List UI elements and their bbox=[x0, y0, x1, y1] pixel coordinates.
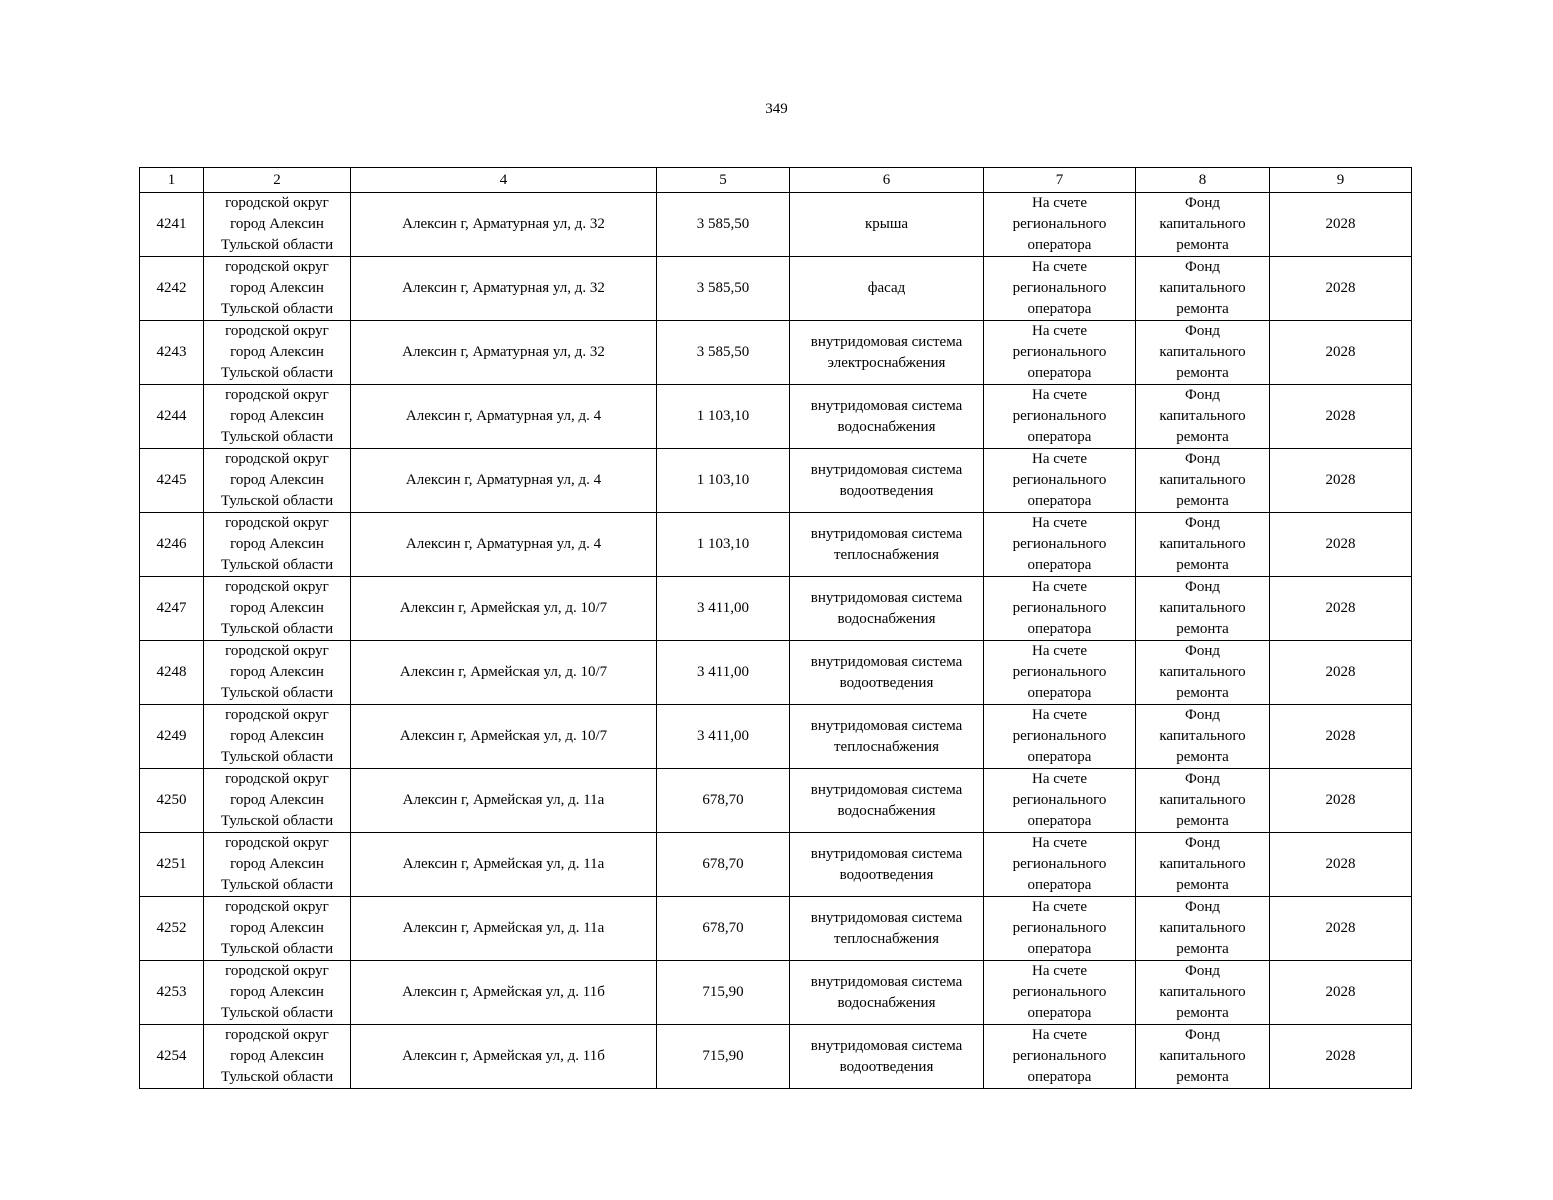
account-cell-line: оператора bbox=[1027, 877, 1092, 893]
account-cell-line: На счете bbox=[1031, 899, 1087, 915]
table-row bbox=[140, 897, 1412, 961]
municipality-cell-line: городской округ bbox=[225, 963, 329, 979]
work-type-cell-line: электроснабжения bbox=[827, 354, 946, 371]
fund-cell-line: капитального bbox=[1159, 1048, 1246, 1064]
table-row bbox=[140, 705, 1412, 769]
column-header: 5 bbox=[657, 168, 790, 193]
year-cell: 2028 bbox=[1270, 193, 1412, 257]
table-row bbox=[140, 769, 1412, 833]
municipality-cell-line: город Алексин bbox=[230, 1048, 324, 1064]
account-cell-line: оператора bbox=[1027, 1005, 1092, 1021]
year-cell: 2028 bbox=[1270, 641, 1412, 705]
table-row bbox=[140, 193, 1412, 257]
table-row bbox=[140, 833, 1412, 897]
column-header: 7 bbox=[984, 168, 1136, 193]
address-cell: Алексин г, Армейская ул, д. 10/7 bbox=[351, 641, 657, 705]
fund-cell-line: Фонд bbox=[1184, 643, 1220, 659]
year-cell: 2028 bbox=[1270, 321, 1412, 385]
account-cell bbox=[984, 257, 1136, 321]
municipality-cell-line: городской округ bbox=[225, 259, 329, 275]
area-cell: 1 103,10 bbox=[657, 385, 790, 449]
account-cell-line: На счете bbox=[1031, 835, 1087, 851]
account-cell bbox=[984, 705, 1136, 769]
row-number-cell: 4248 bbox=[140, 641, 204, 705]
municipality-cell bbox=[204, 705, 351, 769]
fund-cell-line: капитального bbox=[1159, 472, 1246, 488]
municipality-cell-line: город Алексин bbox=[230, 984, 324, 1000]
work-type-cell-line: внутридомовая система bbox=[810, 333, 963, 350]
table-row bbox=[140, 641, 1412, 705]
municipality-cell-line: город Алексин bbox=[230, 344, 324, 360]
fund-cell-line: ремонта bbox=[1176, 557, 1229, 573]
row-number-cell: 4250 bbox=[140, 769, 204, 833]
work-type-cell bbox=[790, 897, 984, 961]
row-number-cell: 4242 bbox=[140, 257, 204, 321]
account-cell bbox=[984, 321, 1136, 385]
work-type-cell bbox=[790, 705, 984, 769]
account-cell bbox=[984, 961, 1136, 1025]
address-cell: Алексин г, Армейская ул, д. 10/7 bbox=[351, 577, 657, 641]
year-cell: 2028 bbox=[1270, 1025, 1412, 1089]
fund-cell-line: ремонта bbox=[1176, 429, 1229, 445]
work-type-cell-line: водоснабжения bbox=[837, 802, 936, 819]
municipality-cell-line: Тульской области bbox=[220, 429, 334, 445]
page-number: 349 bbox=[765, 101, 788, 117]
fund-cell-line: Фонд bbox=[1184, 963, 1220, 979]
account-cell-line: На счете bbox=[1031, 387, 1087, 403]
account-cell-line: регионального bbox=[1012, 600, 1107, 616]
account-cell-line: На счете bbox=[1031, 323, 1087, 339]
municipality-cell-line: Тульской области bbox=[220, 813, 334, 829]
fund-cell-line: капитального bbox=[1159, 984, 1246, 1000]
row-number-cell: 4247 bbox=[140, 577, 204, 641]
table-body bbox=[140, 193, 1412, 1089]
municipality-cell-line: город Алексин bbox=[230, 792, 324, 808]
area-cell: 3 585,50 bbox=[657, 193, 790, 257]
work-type-cell-line: внутридомовая система bbox=[810, 1037, 963, 1054]
account-cell bbox=[984, 513, 1136, 577]
year-cell: 2028 bbox=[1270, 577, 1412, 641]
area-cell: 678,70 bbox=[657, 897, 790, 961]
municipality-cell-line: город Алексин bbox=[230, 408, 324, 424]
fund-cell bbox=[1136, 961, 1270, 1025]
year-cell: 2028 bbox=[1270, 385, 1412, 449]
work-type-cell-line: внутридомовая система bbox=[810, 397, 963, 414]
account-cell-line: регионального bbox=[1012, 344, 1107, 360]
work-type-cell-line: внутридомовая система bbox=[810, 909, 963, 926]
work-type-cell bbox=[790, 833, 984, 897]
account-cell-line: регионального bbox=[1012, 536, 1107, 552]
fund-cell-line: Фонд bbox=[1184, 451, 1220, 467]
year-cell: 2028 bbox=[1270, 449, 1412, 513]
account-cell bbox=[984, 769, 1136, 833]
municipality-cell-line: город Алексин bbox=[230, 600, 324, 616]
column-header: 6 bbox=[790, 168, 984, 193]
row-number-cell: 4251 bbox=[140, 833, 204, 897]
table-row bbox=[140, 321, 1412, 385]
fund-cell-line: ремонта bbox=[1176, 877, 1229, 893]
address-cell: Алексин г, Армейская ул, д. 11а bbox=[351, 769, 657, 833]
fund-cell-line: капитального bbox=[1159, 216, 1246, 232]
fund-cell-line: ремонта bbox=[1176, 1069, 1229, 1085]
work-type-cell-line: внутридомовая система bbox=[810, 653, 963, 670]
municipality-cell-line: городской округ bbox=[225, 579, 329, 595]
municipality-cell bbox=[204, 513, 351, 577]
account-cell-line: оператора bbox=[1027, 557, 1092, 573]
fund-cell-line: капитального bbox=[1159, 280, 1246, 296]
account-cell-line: оператора bbox=[1027, 941, 1092, 957]
account-cell-line: оператора bbox=[1027, 493, 1092, 509]
fund-cell bbox=[1136, 513, 1270, 577]
work-type-cell bbox=[790, 769, 984, 833]
fund-cell bbox=[1136, 641, 1270, 705]
municipality-cell-line: Тульской области bbox=[220, 749, 334, 765]
fund-cell-line: ремонта bbox=[1176, 941, 1229, 957]
table-row bbox=[140, 449, 1412, 513]
municipality-cell bbox=[204, 833, 351, 897]
account-cell-line: На счете bbox=[1031, 643, 1087, 659]
fund-cell bbox=[1136, 705, 1270, 769]
municipality-cell-line: городской округ bbox=[225, 323, 329, 339]
account-cell bbox=[984, 577, 1136, 641]
municipality-cell-line: Тульской области bbox=[220, 557, 334, 573]
row-number-cell: 4244 bbox=[140, 385, 204, 449]
work-type-cell bbox=[790, 385, 984, 449]
work-type-cell-line: водоснабжения bbox=[837, 994, 936, 1011]
address-cell: Алексин г, Арматурная ул, д. 32 bbox=[351, 257, 657, 321]
account-cell-line: оператора bbox=[1027, 685, 1092, 701]
work-type-cell-line: водоснабжения bbox=[837, 610, 936, 627]
account-cell-line: На счете bbox=[1031, 771, 1087, 787]
municipality-cell-line: городской округ bbox=[225, 707, 329, 723]
municipality-cell-line: городской округ bbox=[225, 1027, 329, 1043]
account-cell bbox=[984, 641, 1136, 705]
fund-cell-line: капитального bbox=[1159, 536, 1246, 552]
year-cell: 2028 bbox=[1270, 705, 1412, 769]
account-cell-line: оператора bbox=[1027, 749, 1092, 765]
municipality-cell bbox=[204, 961, 351, 1025]
address-cell: Алексин г, Арматурная ул, д. 4 bbox=[351, 385, 657, 449]
table-row bbox=[140, 385, 1412, 449]
fund-cell-line: Фонд bbox=[1184, 387, 1220, 403]
fund-cell-line: капитального bbox=[1159, 792, 1246, 808]
fund-cell-line: Фонд bbox=[1184, 259, 1220, 275]
year-cell: 2028 bbox=[1270, 769, 1412, 833]
municipality-cell bbox=[204, 577, 351, 641]
work-type-cell-line: теплоснабжения bbox=[834, 546, 939, 563]
account-cell-line: На счете bbox=[1031, 451, 1087, 467]
work-type-cell-line: внутридомовая система bbox=[810, 845, 963, 862]
fund-cell bbox=[1136, 321, 1270, 385]
work-type-cell-line: водоотведения bbox=[839, 674, 934, 691]
table-row bbox=[140, 257, 1412, 321]
account-cell-line: На счете bbox=[1031, 579, 1087, 595]
year-cell: 2028 bbox=[1270, 897, 1412, 961]
work-type-cell bbox=[790, 577, 984, 641]
area-cell: 3 411,00 bbox=[657, 577, 790, 641]
address-cell: Алексин г, Арматурная ул, д. 32 bbox=[351, 193, 657, 257]
account-cell-line: регионального bbox=[1012, 408, 1107, 424]
area-cell: 3 585,50 bbox=[657, 321, 790, 385]
fund-cell bbox=[1136, 897, 1270, 961]
fund-cell-line: ремонта bbox=[1176, 237, 1229, 253]
fund-cell bbox=[1136, 1025, 1270, 1089]
work-type-cell bbox=[790, 449, 984, 513]
account-cell bbox=[984, 385, 1136, 449]
area-cell: 3 411,00 bbox=[657, 641, 790, 705]
municipality-cell-line: городской округ bbox=[225, 195, 329, 211]
capital-repair-table bbox=[139, 167, 1412, 1089]
account-cell bbox=[984, 193, 1136, 257]
municipality-cell bbox=[204, 769, 351, 833]
header-row bbox=[140, 168, 1412, 193]
fund-cell-line: Фонд bbox=[1184, 707, 1220, 723]
municipality-cell-line: городской округ bbox=[225, 771, 329, 787]
row-number-cell: 4241 bbox=[140, 193, 204, 257]
account-cell-line: оператора bbox=[1027, 621, 1092, 637]
work-type-cell bbox=[790, 193, 984, 257]
account-cell bbox=[984, 1025, 1136, 1089]
account-cell-line: На счете bbox=[1031, 707, 1087, 723]
fund-cell-line: Фонд bbox=[1184, 899, 1220, 915]
fund-cell-line: капитального bbox=[1159, 344, 1246, 360]
work-type-cell bbox=[790, 1025, 984, 1089]
table-row bbox=[140, 1025, 1412, 1089]
municipality-cell-line: Тульской области bbox=[220, 493, 334, 509]
work-type-cell-line: водоотведения bbox=[839, 866, 934, 883]
account-cell-line: На счете bbox=[1031, 515, 1087, 531]
municipality-cell-line: городской округ bbox=[225, 835, 329, 851]
fund-cell bbox=[1136, 257, 1270, 321]
fund-cell bbox=[1136, 833, 1270, 897]
work-type-cell bbox=[790, 257, 984, 321]
fund-cell bbox=[1136, 385, 1270, 449]
fund-cell-line: Фонд bbox=[1184, 323, 1220, 339]
work-type-cell bbox=[790, 321, 984, 385]
municipality-cell-line: городской округ bbox=[225, 515, 329, 531]
account-cell-line: оператора bbox=[1027, 429, 1092, 445]
fund-cell-line: ремонта bbox=[1176, 493, 1229, 509]
account-cell-line: оператора bbox=[1027, 237, 1092, 253]
address-cell: Алексин г, Арматурная ул, д. 32 bbox=[351, 321, 657, 385]
work-type-cell-line: водоотведения bbox=[839, 1058, 934, 1075]
account-cell bbox=[984, 897, 1136, 961]
row-number-cell: 4254 bbox=[140, 1025, 204, 1089]
municipality-cell bbox=[204, 321, 351, 385]
account-cell-line: регионального bbox=[1012, 280, 1107, 296]
account-cell-line: На счете bbox=[1031, 963, 1087, 979]
account-cell-line: На счете bbox=[1031, 195, 1087, 211]
area-cell: 715,90 bbox=[657, 961, 790, 1025]
area-cell: 3 585,50 bbox=[657, 257, 790, 321]
account-cell-line: регионального bbox=[1012, 472, 1107, 488]
area-cell: 678,70 bbox=[657, 833, 790, 897]
row-number-cell: 4253 bbox=[140, 961, 204, 1025]
account-cell-line: регионального bbox=[1012, 728, 1107, 744]
account-cell-line: оператора bbox=[1027, 301, 1092, 317]
account-cell-line: регионального bbox=[1012, 856, 1107, 872]
account-cell bbox=[984, 833, 1136, 897]
table-row bbox=[140, 577, 1412, 641]
fund-cell-line: капитального bbox=[1159, 600, 1246, 616]
work-type-cell-line: водоотведения bbox=[839, 482, 934, 499]
account-cell-line: оператора bbox=[1027, 365, 1092, 381]
municipality-cell bbox=[204, 641, 351, 705]
work-type-cell-line: водоснабжения bbox=[837, 418, 936, 435]
fund-cell-line: ремонта bbox=[1176, 813, 1229, 829]
municipality-cell-line: город Алексин bbox=[230, 664, 324, 680]
fund-cell bbox=[1136, 449, 1270, 513]
work-type-cell-line: теплоснабжения bbox=[834, 738, 939, 755]
fund-cell-line: Фонд bbox=[1184, 515, 1220, 531]
municipality-cell-line: Тульской области bbox=[220, 621, 334, 637]
work-type-cell bbox=[790, 641, 984, 705]
municipality-cell bbox=[204, 1025, 351, 1089]
fund-cell-line: капитального bbox=[1159, 664, 1246, 680]
municipality-cell-line: город Алексин bbox=[230, 728, 324, 744]
municipality-cell bbox=[204, 257, 351, 321]
account-cell-line: регионального bbox=[1012, 1048, 1107, 1064]
municipality-cell-line: Тульской области bbox=[220, 877, 334, 893]
column-header: 9 bbox=[1270, 168, 1412, 193]
municipality-cell-line: Тульской области bbox=[220, 301, 334, 317]
area-cell: 1 103,10 bbox=[657, 449, 790, 513]
municipality-cell bbox=[204, 385, 351, 449]
year-cell: 2028 bbox=[1270, 257, 1412, 321]
municipality-cell-line: Тульской области bbox=[220, 941, 334, 957]
fund-cell-line: капитального bbox=[1159, 408, 1246, 424]
municipality-cell-line: городской округ bbox=[225, 451, 329, 467]
address-cell: Алексин г, Арматурная ул, д. 4 bbox=[351, 513, 657, 577]
fund-cell-line: Фонд bbox=[1184, 579, 1220, 595]
address-cell: Алексин г, Армейская ул, д. 11а bbox=[351, 833, 657, 897]
account-cell-line: регионального bbox=[1012, 216, 1107, 232]
account-cell-line: На счете bbox=[1031, 259, 1087, 275]
area-cell: 715,90 bbox=[657, 1025, 790, 1089]
work-type-cell-line: внутридомовая система bbox=[810, 461, 963, 478]
municipality-cell-line: Тульской области bbox=[220, 685, 334, 701]
municipality-cell-line: Тульской области bbox=[220, 1005, 334, 1021]
work-type-cell-line: внутридомовая система bbox=[810, 589, 963, 606]
work-type-cell-line: внутридомовая система bbox=[810, 973, 963, 990]
fund-cell-line: Фонд bbox=[1184, 195, 1220, 211]
fund-cell-line: ремонта bbox=[1176, 301, 1229, 317]
column-header: 1 bbox=[140, 168, 204, 193]
address-cell: Алексин г, Арматурная ул, д. 4 bbox=[351, 449, 657, 513]
account-cell-line: регионального bbox=[1012, 984, 1107, 1000]
address-cell: Алексин г, Армейская ул, д. 10/7 bbox=[351, 705, 657, 769]
municipality-cell-line: город Алексин bbox=[230, 216, 324, 232]
municipality-cell-line: городской округ bbox=[225, 899, 329, 915]
work-type-cell-line: внутридомовая система bbox=[810, 781, 963, 798]
fund-cell bbox=[1136, 769, 1270, 833]
fund-cell-line: капитального bbox=[1159, 856, 1246, 872]
municipality-cell bbox=[204, 193, 351, 257]
area-cell: 3 411,00 bbox=[657, 705, 790, 769]
fund-cell bbox=[1136, 577, 1270, 641]
municipality-cell-line: город Алексин bbox=[230, 536, 324, 552]
municipality-cell bbox=[204, 897, 351, 961]
account-cell-line: регионального bbox=[1012, 664, 1107, 680]
account-cell-line: регионального bbox=[1012, 920, 1107, 936]
work-type-cell-line: внутридомовая система bbox=[810, 525, 963, 542]
fund-cell bbox=[1136, 193, 1270, 257]
area-cell: 1 103,10 bbox=[657, 513, 790, 577]
work-type-cell-line: фасад bbox=[867, 280, 906, 296]
table-row bbox=[140, 961, 1412, 1025]
column-header: 4 bbox=[351, 168, 657, 193]
work-type-cell bbox=[790, 961, 984, 1025]
fund-cell-line: ремонта bbox=[1176, 1005, 1229, 1021]
account-cell-line: На счете bbox=[1031, 1027, 1087, 1043]
municipality-cell-line: город Алексин bbox=[230, 472, 324, 488]
fund-cell-line: ремонта bbox=[1176, 749, 1229, 765]
area-cell: 678,70 bbox=[657, 769, 790, 833]
address-cell: Алексин г, Армейская ул, д. 11б bbox=[351, 1025, 657, 1089]
municipality-cell-line: город Алексин bbox=[230, 920, 324, 936]
municipality-cell-line: город Алексин bbox=[230, 280, 324, 296]
fund-cell-line: капитального bbox=[1159, 920, 1246, 936]
work-type-cell bbox=[790, 513, 984, 577]
municipality-cell-line: городской округ bbox=[225, 387, 329, 403]
address-cell: Алексин г, Армейская ул, д. 11б bbox=[351, 961, 657, 1025]
address-cell: Алексин г, Армейская ул, д. 11а bbox=[351, 897, 657, 961]
municipality-cell-line: городской округ bbox=[225, 643, 329, 659]
fund-cell-line: ремонта bbox=[1176, 365, 1229, 381]
fund-cell-line: ремонта bbox=[1176, 621, 1229, 637]
column-header: 2 bbox=[204, 168, 351, 193]
municipality-cell bbox=[204, 449, 351, 513]
fund-cell-line: Фонд bbox=[1184, 771, 1220, 787]
municipality-cell-line: Тульской области bbox=[220, 365, 334, 381]
account-cell-line: оператора bbox=[1027, 1069, 1092, 1085]
row-number-cell: 4245 bbox=[140, 449, 204, 513]
row-number-cell: 4252 bbox=[140, 897, 204, 961]
work-type-cell-line: теплоснабжения bbox=[834, 930, 939, 947]
row-number-cell: 4249 bbox=[140, 705, 204, 769]
municipality-cell-line: город Алексин bbox=[230, 856, 324, 872]
account-cell bbox=[984, 449, 1136, 513]
work-type-cell-line: крыша bbox=[864, 216, 909, 232]
fund-cell-line: Фонд bbox=[1184, 1027, 1220, 1043]
year-cell: 2028 bbox=[1270, 513, 1412, 577]
work-type-cell-line: внутридомовая система bbox=[810, 717, 963, 734]
row-number-cell: 4243 bbox=[140, 321, 204, 385]
municipality-cell-line: Тульской области bbox=[220, 237, 334, 253]
column-header: 8 bbox=[1136, 168, 1270, 193]
municipality-cell-line: Тульской области bbox=[220, 1069, 334, 1085]
account-cell-line: регионального bbox=[1012, 792, 1107, 808]
table-row bbox=[140, 513, 1412, 577]
account-cell-line: оператора bbox=[1027, 813, 1092, 829]
year-cell: 2028 bbox=[1270, 833, 1412, 897]
fund-cell-line: капитального bbox=[1159, 728, 1246, 744]
fund-cell-line: ремонта bbox=[1176, 685, 1229, 701]
fund-cell-line: Фонд bbox=[1184, 835, 1220, 851]
year-cell: 2028 bbox=[1270, 961, 1412, 1025]
row-number-cell: 4246 bbox=[140, 513, 204, 577]
